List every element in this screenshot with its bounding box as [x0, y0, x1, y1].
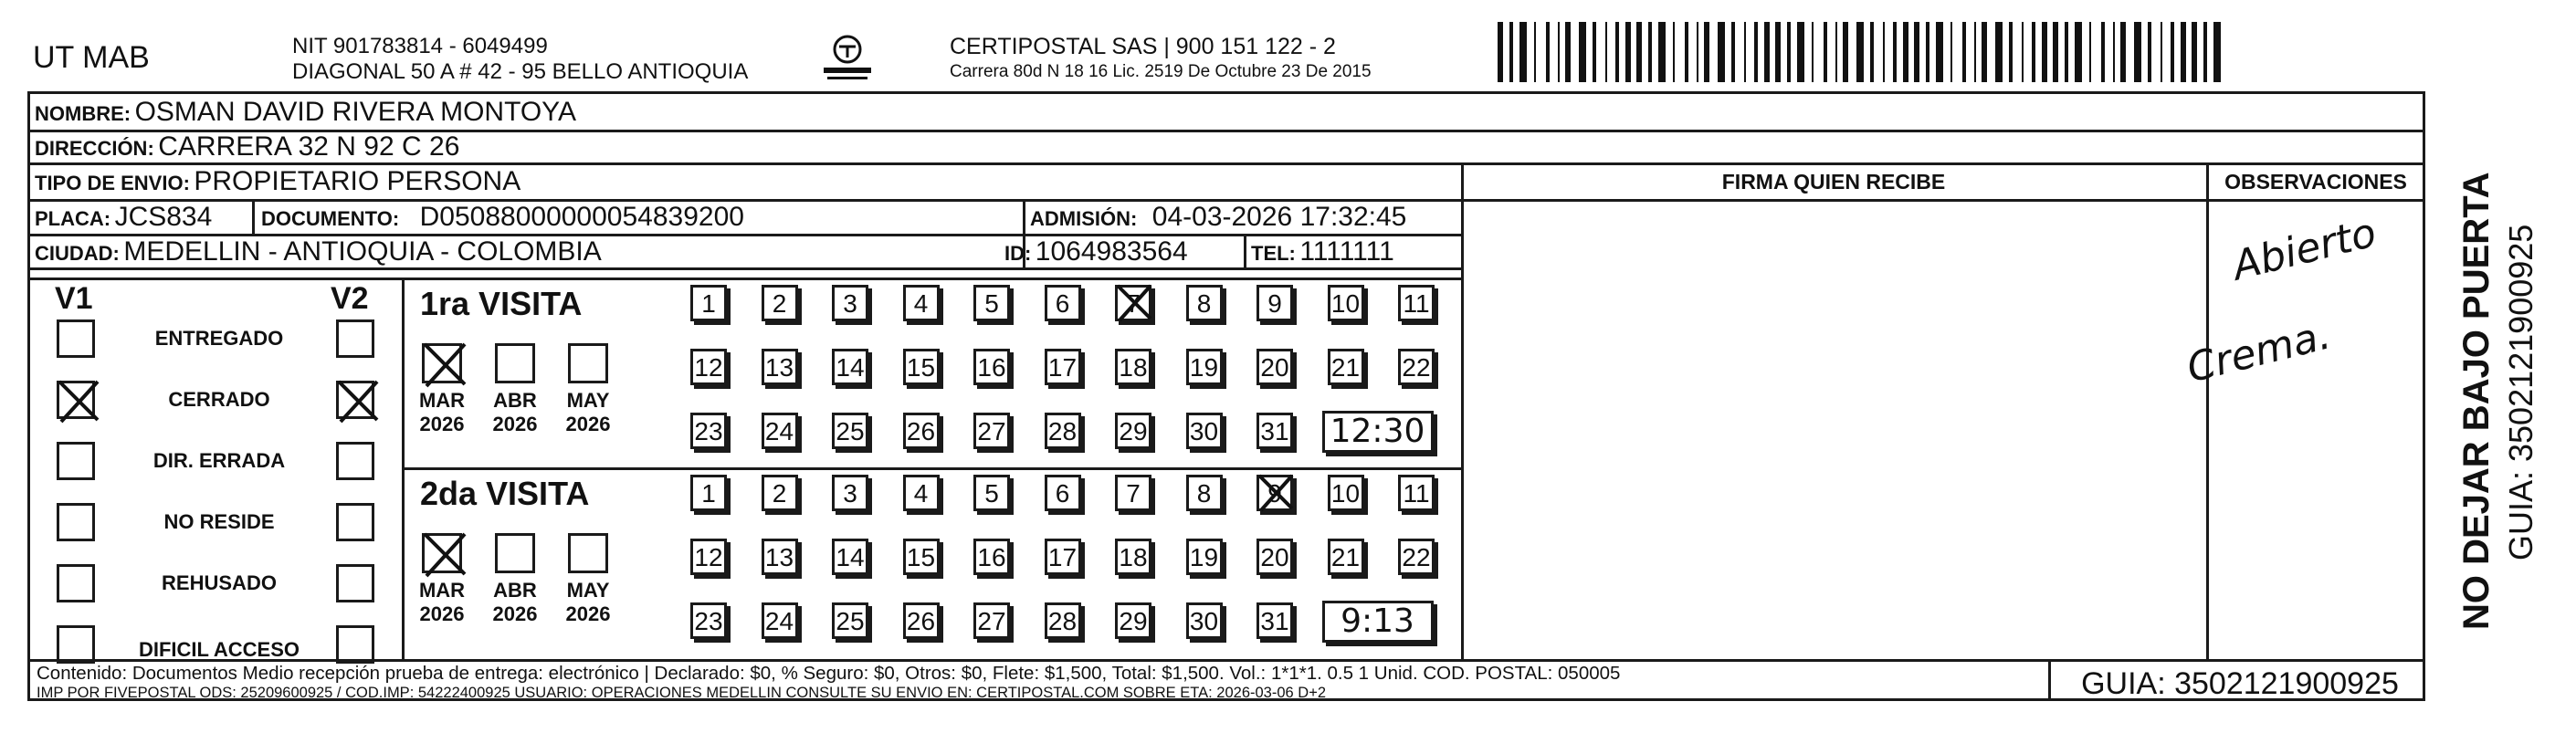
- day-cell[interactable]: 25: [832, 413, 868, 449]
- day-cell[interactable]: 8: [1186, 475, 1223, 511]
- day-cell[interactable]: 12: [690, 349, 727, 385]
- day-cell[interactable]: 27: [973, 413, 1010, 449]
- visit1-title: 1ra VISITA: [420, 285, 583, 322]
- day-cell[interactable]: 26: [903, 413, 940, 449]
- carrier-license: Carrera 80d N 18 16 Lic. 2519 De Octubre 23 De 2015: [950, 62, 1372, 81]
- ciudad-label: CIUDAD:: [35, 242, 120, 265]
- v2-label: V2: [331, 281, 369, 316]
- day-cell[interactable]: 10: [1328, 475, 1364, 511]
- month-checkbox[interactable]: [495, 343, 535, 383]
- day-cell[interactable]: 17: [1045, 539, 1081, 575]
- nombre-label: NOMBRE:: [35, 102, 131, 125]
- footer-imp: IMP POR FIVEPOSTAL ODS: 25209600925 / COD.IMP: 54222400925 USUARIO: OPERACIONES MEDELLIN CONSULTE SU ENVIO EN: CERTIPOSTAL.COM SOBRE ETA: 2026-03-06 D+2: [37, 685, 1327, 701]
- status-v1-checkbox[interactable]: [57, 503, 95, 541]
- direccion-row: [35, 131, 459, 162]
- placa-label: PLACA:: [35, 207, 111, 230]
- company-nit: NIT 901783814 - 6049499: [292, 34, 548, 58]
- day-cell[interactable]: 26: [903, 602, 940, 639]
- day-cell[interactable]: 9: [1256, 475, 1293, 511]
- placa-value: JCS834: [114, 202, 213, 232]
- status-v2-checkbox[interactable]: [336, 442, 374, 480]
- check-mark-icon: [1256, 472, 1296, 512]
- carrier-name: CERTIPOSTAL SAS | 900 151 122 - 2: [950, 34, 1336, 59]
- side-warning: NO DEJAR BAJO PUERTA: [2456, 172, 2497, 630]
- id-row: [1004, 236, 1188, 267]
- admision-row: [1030, 202, 1406, 233]
- month-label: MAY 2026: [565, 389, 611, 435]
- status-label: ENTREGADO: [154, 327, 284, 350]
- company-name: UT MAB: [33, 40, 150, 75]
- day-cell[interactable]: 18: [1115, 539, 1151, 575]
- observaciones-handwriting-1: Abierto: [2228, 209, 2381, 290]
- day-cell[interactable]: 14: [832, 539, 868, 575]
- direccion-value: CARRERA 32 N 92 C 26: [158, 131, 460, 162]
- day-cell[interactable]: 21: [1328, 349, 1364, 385]
- status-label: DIFICIL ACCESO: [138, 638, 300, 661]
- status-label: REHUSADO: [162, 571, 277, 594]
- day-cell[interactable]: 4: [903, 285, 940, 321]
- day-cell[interactable]: 23: [690, 413, 727, 449]
- day-cell[interactable]: 16: [973, 539, 1010, 575]
- observaciones-header: OBSERVACIONES: [2224, 170, 2407, 194]
- day-cell[interactable]: 19: [1186, 349, 1223, 385]
- tel-value: 1111111: [1299, 236, 1394, 267]
- day-cell[interactable]: 24: [762, 602, 798, 639]
- day-cell[interactable]: 5: [973, 475, 1010, 511]
- month-label: MAY 2026: [565, 579, 611, 625]
- status-v1-checkbox[interactable]: [57, 319, 95, 358]
- day-cell[interactable]: 6: [1045, 475, 1081, 511]
- side-guia: GUIA: 3502121900925: [2502, 224, 2539, 560]
- barcode: [1498, 22, 2228, 82]
- time-box[interactable]: 9:13: [1322, 601, 1434, 643]
- time-box[interactable]: 12:30: [1322, 411, 1434, 453]
- day-cell[interactable]: 7: [1115, 475, 1151, 511]
- day-cell[interactable]: 31: [1256, 413, 1293, 449]
- check-mark-icon: [421, 340, 468, 388]
- day-cell[interactable]: 27: [973, 602, 1010, 639]
- day-cell[interactable]: 29: [1115, 602, 1151, 639]
- ciudad-row: [35, 236, 602, 267]
- nombre-row: [35, 97, 576, 128]
- status-v2-checkbox[interactable]: [336, 625, 374, 664]
- day-cell[interactable]: 8: [1186, 285, 1223, 321]
- nombre-value: OSMAN DAVID RIVERA MONTOYA: [134, 97, 576, 127]
- day-cell[interactable]: 1: [690, 285, 727, 321]
- tel-row: [1251, 236, 1394, 267]
- day-cell[interactable]: 15: [903, 349, 940, 385]
- day-cell[interactable]: 13: [762, 349, 798, 385]
- status-v2-checkbox[interactable]: [336, 319, 374, 358]
- status-v2-checkbox[interactable]: [336, 503, 374, 541]
- status-v1-checkbox[interactable]: [57, 442, 95, 480]
- month-label: ABR 2026: [492, 389, 538, 435]
- observaciones-handwriting-2: Crema.: [2182, 311, 2336, 393]
- check-mark-icon: [421, 530, 468, 578]
- day-cell[interactable]: 25: [832, 602, 868, 639]
- documento-label: DOCUMENTO:: [261, 207, 400, 230]
- footer-contenido: Contenido: Documentos Medio recepción prueba de entrega: electrónico | Declarado: $0, % Seguro: $0, Otros: $0, Flete: $1,500, Total: $1,500. Vol.: 1*1*1. 0.5 1 Unid. COD. POSTAL: 050005: [37, 663, 1621, 684]
- day-cell[interactable]: 17: [1045, 349, 1081, 385]
- admision-value: 04-03-2026 17:32:45: [1151, 202, 1407, 232]
- status-label: DIR. ERRADA: [152, 449, 286, 472]
- day-cell[interactable]: 31: [1256, 602, 1293, 639]
- company-address: DIAGONAL 50 A # 42 - 95 BELLO ANTIOQUIA: [292, 59, 749, 84]
- documento-row: [261, 202, 744, 233]
- day-cell[interactable]: 16: [973, 349, 1010, 385]
- day-cell[interactable]: 28: [1045, 602, 1081, 639]
- placa-row: [35, 202, 212, 233]
- month-checkbox[interactable]: [422, 343, 462, 383]
- status-v1-checkbox[interactable]: [57, 381, 95, 419]
- day-cell[interactable]: 10: [1328, 285, 1364, 321]
- tipo-envio-label: TIPO DE ENVIO:: [35, 172, 190, 194]
- month-checkbox[interactable]: [568, 343, 608, 383]
- day-cell[interactable]: 6: [1045, 285, 1081, 321]
- day-cell[interactable]: 21: [1328, 539, 1364, 575]
- day-cell[interactable]: 9: [1256, 285, 1293, 321]
- firma-area[interactable]: [1465, 203, 2203, 655]
- visit2-title: 2da VISITA: [420, 475, 590, 512]
- id-label: ID:: [1004, 242, 1032, 265]
- day-cell[interactable]: 1: [690, 475, 727, 511]
- tipo-envio-row: [35, 166, 520, 197]
- day-cell[interactable]: 7: [1115, 285, 1151, 321]
- day-cell[interactable]: 18: [1115, 349, 1151, 385]
- day-cell[interactable]: 28: [1045, 413, 1081, 449]
- month-label: MAR 2026: [418, 579, 466, 625]
- month-checkbox[interactable]: [495, 533, 535, 573]
- day-cell[interactable]: 29: [1115, 413, 1151, 449]
- check-mark-icon: [1114, 282, 1154, 322]
- day-cell[interactable]: 19: [1186, 539, 1223, 575]
- firma-header: FIRMA QUIEN RECIBE: [1721, 170, 1946, 194]
- admision-label: ADMISIÓN:: [1030, 207, 1138, 230]
- certipostal-logo: [811, 31, 884, 86]
- day-cell[interactable]: 24: [762, 413, 798, 449]
- day-cell[interactable]: 14: [832, 349, 868, 385]
- id-value: 1064983564: [1035, 236, 1188, 267]
- day-cell[interactable]: 4: [903, 475, 940, 511]
- day-cell[interactable]: 2: [762, 475, 798, 511]
- tel-label: TEL:: [1251, 242, 1296, 265]
- ciudad-value: MEDELLIN - ANTIOQUIA - COLOMBIA: [123, 236, 602, 267]
- day-cell[interactable]: 3: [832, 285, 868, 321]
- day-cell[interactable]: 3: [832, 475, 868, 511]
- day-cell[interactable]: 22: [1398, 539, 1435, 575]
- day-cell[interactable]: 13: [762, 539, 798, 575]
- status-label: CERRADO: [168, 388, 270, 411]
- status-v2-checkbox[interactable]: [336, 381, 374, 419]
- status-label: NO RESIDE: [163, 510, 275, 533]
- month-label: ABR 2026: [492, 579, 538, 625]
- month-checkbox[interactable]: [568, 533, 608, 573]
- day-cell[interactable]: 20: [1256, 539, 1293, 575]
- documento-value: D05088000000054839200: [419, 202, 744, 232]
- day-cell[interactable]: 11: [1398, 285, 1435, 321]
- v1-label: V1: [55, 281, 93, 316]
- day-cell[interactable]: 30: [1186, 413, 1223, 449]
- day-cell[interactable]: 15: [903, 539, 940, 575]
- day-cell[interactable]: 11: [1398, 475, 1435, 511]
- day-cell[interactable]: 5: [973, 285, 1010, 321]
- tipo-envio-value: PROPIETARIO PERSONA: [194, 166, 521, 196]
- status-v1-checkbox[interactable]: [57, 564, 95, 602]
- status-v1-checkbox[interactable]: [57, 625, 95, 664]
- direccion-label: DIRECCIÓN:: [35, 137, 154, 160]
- check-mark-icon: [335, 378, 381, 424]
- status-v2-checkbox[interactable]: [336, 564, 374, 602]
- day-cell[interactable]: 22: [1398, 349, 1435, 385]
- day-cell[interactable]: 2: [762, 285, 798, 321]
- check-mark-icon: [56, 378, 101, 424]
- footer-guia: GUIA: 3502121900925: [2081, 666, 2399, 701]
- month-label: MAR 2026: [418, 389, 466, 435]
- day-cell[interactable]: 12: [690, 539, 727, 575]
- day-cell[interactable]: 30: [1186, 602, 1223, 639]
- month-checkbox[interactable]: [422, 533, 462, 573]
- day-cell[interactable]: 23: [690, 602, 727, 639]
- day-cell[interactable]: 20: [1256, 349, 1293, 385]
